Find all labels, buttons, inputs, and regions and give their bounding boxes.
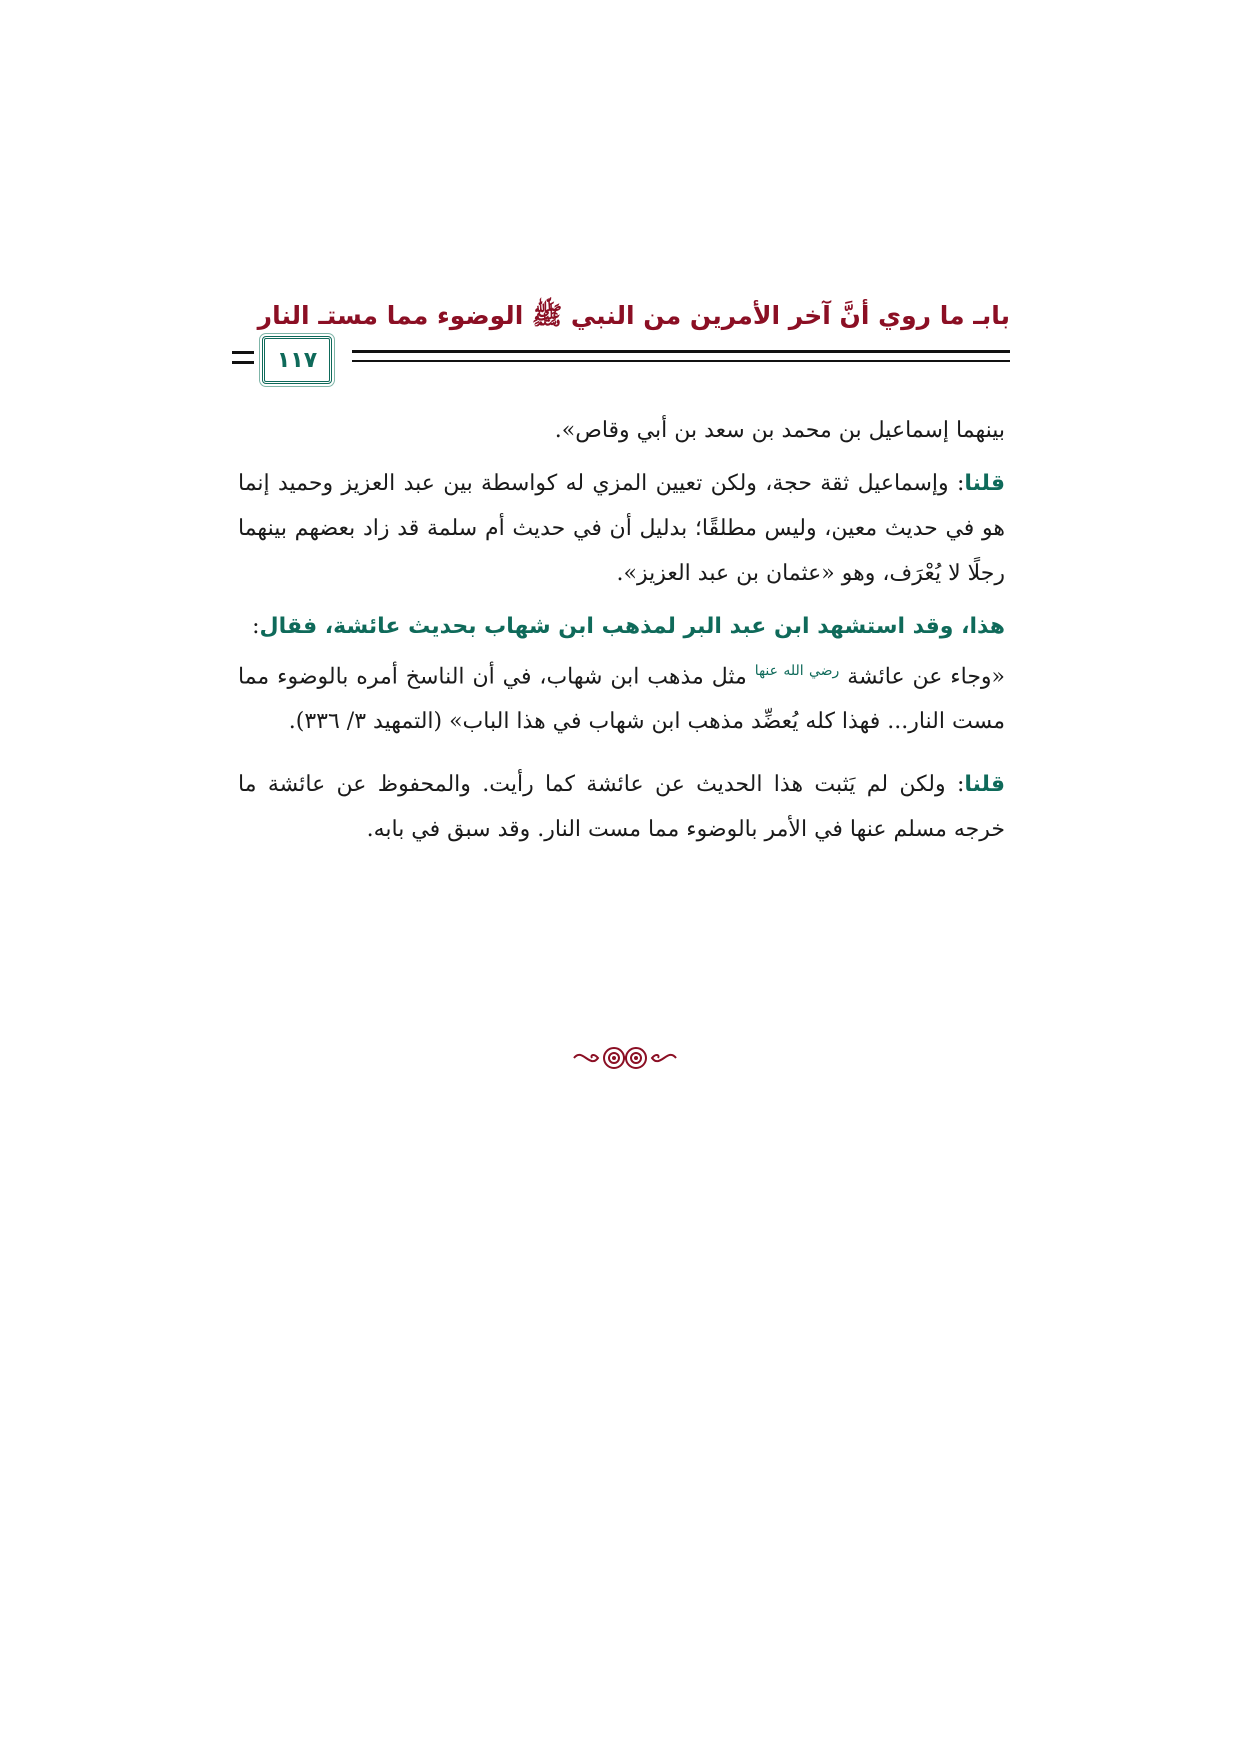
header-rule (232, 351, 254, 354)
header-rule (352, 350, 1010, 353)
bold-heading: هذا، وقد استشهد ابن عبد البر لمذهب ابن شهاب بحديث عائشة، فقال (259, 614, 1005, 639)
quote-text: مثل مذهب ابن شهاب، في أن الناسخ أمره بالوضوء مما مست النار... فهذا كله يُعضِّد مذهب ابن شهاب في هذا الباب» (التمهيد ٣/ ٣٣٦). (238, 664, 1005, 735)
paragraph-4 (238, 649, 1005, 744)
paragraph-1 (238, 408, 1005, 453)
paragraph-2 (238, 461, 1005, 596)
chapter-title: بابـ ما روي أنَّ آخر الأمرين من النبي ﷺ الوضوء مما مستـ النار (257, 301, 1010, 330)
page-body (238, 408, 1005, 852)
quote-text: «وجاء عن عائشة (839, 664, 1006, 690)
header-rule (232, 361, 254, 364)
header-rule (352, 360, 1010, 362)
honorific-ligature: رضي الله عنها (754, 663, 840, 679)
lead-word: قلنا (964, 471, 1005, 496)
paragraph-5 (238, 762, 1005, 852)
paragraph-text: ولكن لم يَثبت هذا الحديث عن عائشة كما رأيت. والمحفوظ عن عائشة ما خرجه مسلم عنها في الأمر بالوضوء مما مست النار. وقد سبق في بابه. (238, 772, 1005, 843)
colon: : (956, 772, 965, 798)
paragraph-text: بينهما إسماعيل بن محمد بن سعد بن أبي وقاص». (554, 418, 1005, 443)
page-header (232, 300, 1010, 390)
paragraph-3 (238, 604, 1005, 649)
lead-word: قلنا (964, 772, 1005, 798)
paragraph-text: وإسماعيل ثقة حجة، ولكن تعيين المزي له كواسطة بين عبد العزيز وحميد إنما هو في حديث معين، وليس مطلقًا؛ بدليل أن في حديث أم سلمة قد زاد بعضهم بينهما رجلًا لا يُعْرَف، وهو «عثمان بن عبد العزيز». (238, 471, 1005, 586)
page-number: ١١٧ (276, 347, 318, 373)
floral-divider-icon (570, 1043, 680, 1073)
colon: : (956, 471, 965, 496)
colon: : (252, 614, 260, 639)
